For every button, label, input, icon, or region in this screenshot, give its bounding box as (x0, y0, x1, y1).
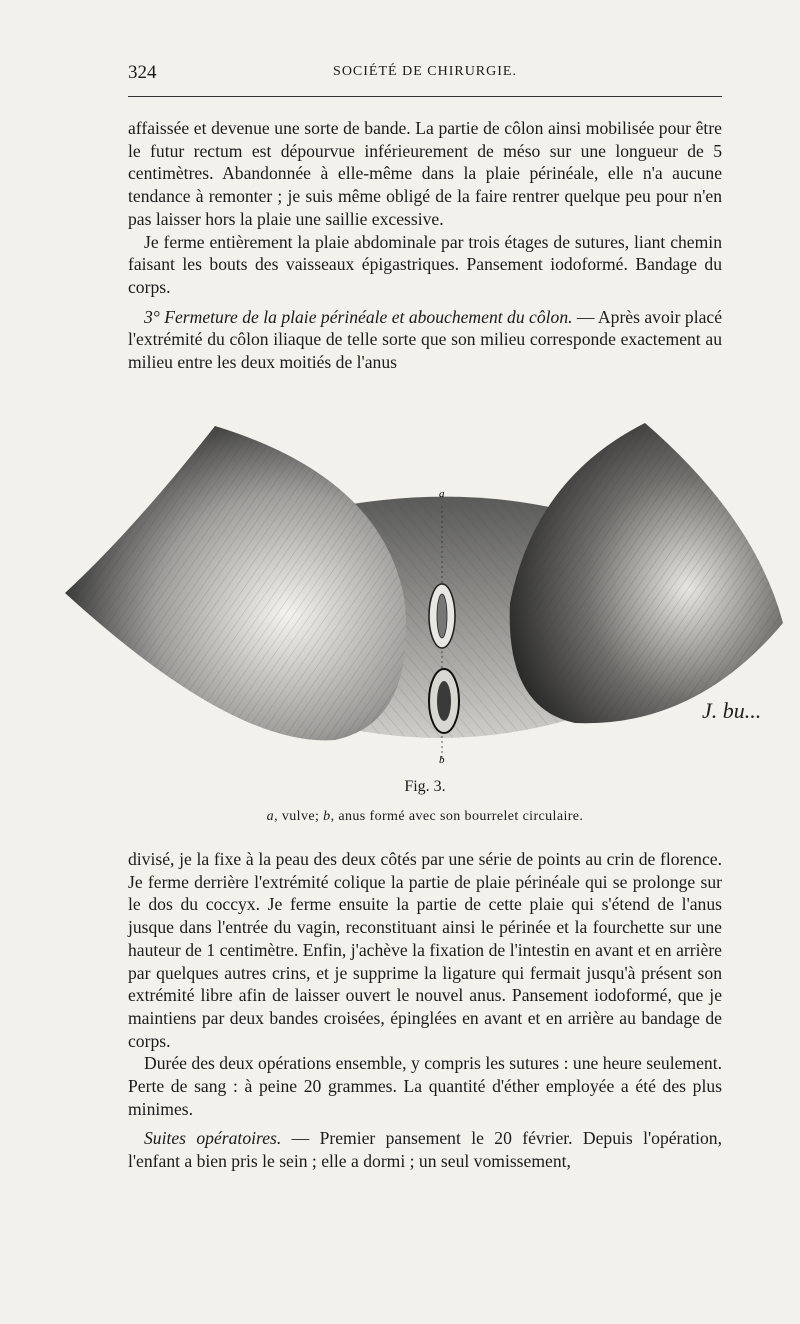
body-text-bottom (128, 848, 722, 1173)
perineum-drawing (55, 418, 785, 768)
paragraph-6 (128, 1127, 722, 1172)
section-heading-suites: Suites opératoires. (144, 1128, 282, 1149)
running-title: SOCIÉTÉ DE CHIRURGIE. (333, 64, 517, 79)
paragraph-5: Durée des deux opérations ensemble, y compris les sutures : une heure seulement. Perte de sang : à peine 20 grammes. La quantité d'éther employée a été des plus minimes. (128, 1053, 722, 1119)
page-number: 324 (128, 62, 157, 83)
figure-caption: Fig. 3. (404, 778, 446, 795)
label-a: a (439, 488, 445, 500)
paragraph-3-text: — Après avoir placé l'extrémité du côlon iliaque de telle sorte que son milieu corresponde exactement au milieu entre les deux moitiés de l'anus (128, 306, 723, 373)
legend-text-b: , anus formé avec son bourrelet circulaire. (330, 809, 584, 824)
label-b: b (439, 754, 445, 766)
section-heading: 3° Fermeture de la plaie périnéale et abouchement du côlon. (144, 306, 573, 327)
figure-3-illustration (55, 418, 785, 768)
paragraph-6-text: — Premier pansement le 20 février. Depuis l'opération, l'enfant a bien pris le sein ; elle a dormi ; un seul vomissement, (128, 1128, 722, 1172)
paragraph-4: divisé, je la fixe à la peau des deux côtés par une série de points au crin de florence. Je ferme derrière l'extrémité colique la partie de plaie périnéale qui se prolonge sur le dos du coccyx. Je ferme ensuite la partie de cette plaie qui s'étend de l'anus jusque dans l'entrée du vagin, reconstituant ainsi le périnée et la fourchette sur une hauteur de 1 centimètre. Enfin, j'achève la fixation de l'intestin en avant et en arrière par quelques autres crins, et je supprime la ligature qui fermait jusqu'à présent son extrémité libre afin de laisser ouvert le nouvel anus. Pansement iodoformé, que je maintiens par deux bandes croisées, épinglées en avant et en arrière au bandage de corps. (128, 849, 722, 1051)
legend-text-a: , vulve; (274, 809, 324, 824)
paragraph-3 (128, 306, 722, 374)
artist-signature: J. bu... (702, 698, 762, 723)
legend-letter-b: b (323, 809, 331, 824)
legend-letter-a: a (266, 809, 275, 824)
header-rule (128, 96, 722, 97)
paragraph-2: Je ferme entièrement la plaie abdominale par trois étages de sutures, liant chemin faisant les bouts des vaisseaux épigastriques. Pansement iodoformé. Bandage du corps. (128, 231, 722, 297)
paragraph-1: affaissée et devenue une sorte de bande. La partie de côlon ainsi mobilisée pour être le futur rectum est dépourvue inférieurement de méso sur une longueur de 5 centimètres. Abandonnée à elle-même dans la plaie périnéale, elle n'a aucune tendance à remonter ; je suis même obligé de la faire rentrer quelque peu pour n'en pas laisser hors la plaie une saillie excessive. (128, 118, 722, 229)
page-header (128, 62, 722, 98)
body-text-top (128, 117, 722, 374)
figure-legend (128, 809, 722, 825)
